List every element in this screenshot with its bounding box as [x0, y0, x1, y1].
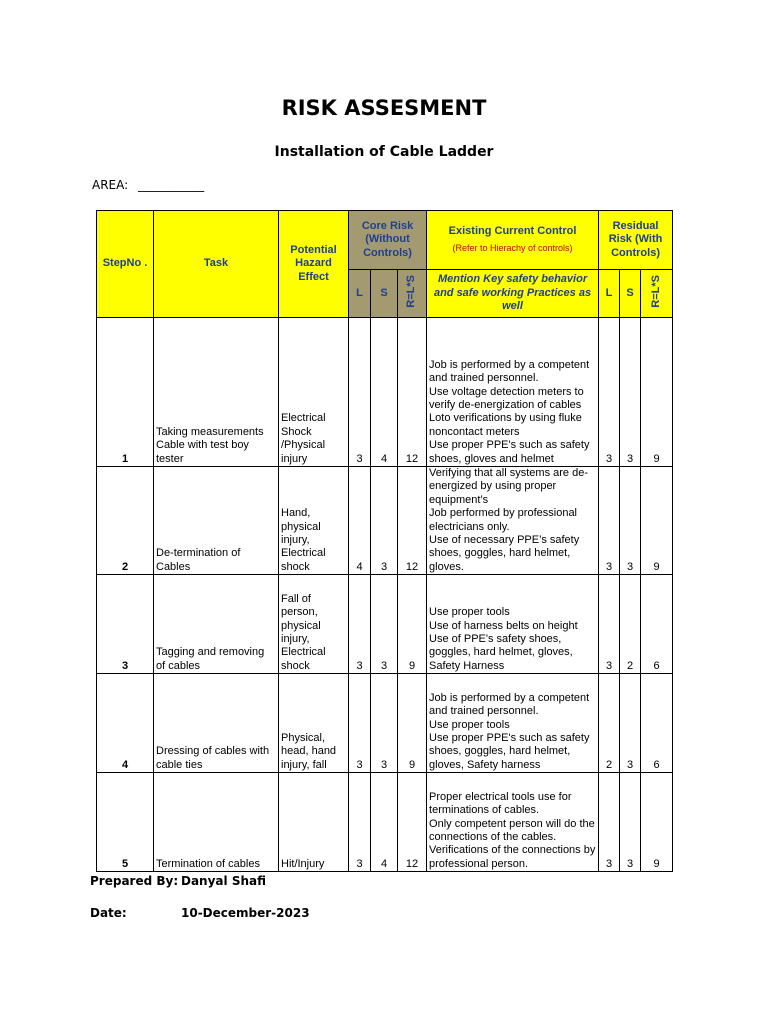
- header-core-l: L: [349, 270, 371, 318]
- core-r-cell: 9: [398, 575, 427, 674]
- header-res-r-label: R=L*S: [649, 274, 662, 308]
- res-l-cell: 2: [599, 674, 620, 773]
- document-title: RISK ASSESMENT: [281, 96, 487, 120]
- header-res-s: S: [620, 270, 641, 318]
- res-l-cell: 3: [599, 467, 620, 575]
- res-s-cell: 3: [620, 467, 641, 575]
- core-r-cell: 9: [398, 674, 427, 773]
- date-label: Date:: [90, 906, 127, 920]
- area-value: ___________: [138, 178, 205, 192]
- control-line: Use proper PPE's such as safety shoes, gloves and helmet: [429, 439, 590, 465]
- header-control-note: Mention Key safety behavior and safe working Practices as well: [427, 270, 599, 318]
- core-l-cell: 4: [349, 467, 371, 575]
- core-s-cell: 3: [371, 575, 398, 674]
- res-r-cell: 9: [641, 318, 673, 467]
- control-line: Proper electrical tools use for terminations of cables.: [429, 790, 572, 817]
- task-cell: Termination of cables: [154, 773, 279, 872]
- header-step: StepNo .: [97, 211, 154, 318]
- control-line: Only competent person will do the connections of the cables.: [429, 817, 595, 844]
- document-subtitle: Installation of Cable Ladder: [274, 144, 494, 160]
- task-cell: Taking measurements Cable with test boy tester: [154, 318, 279, 467]
- date-field: [90, 906, 310, 920]
- control-line: Use of harness belts on height: [429, 619, 578, 632]
- core-s-cell: 3: [371, 674, 398, 773]
- control-line: Use of PPE's safety shoes, goggles, hard helmet, gloves, Safety Harness: [429, 633, 573, 672]
- task-cell: Tagging and removing of cables: [154, 575, 279, 674]
- header-core-risk: Core Risk (Without Controls): [349, 211, 427, 270]
- control-line: Loto verifications by using fluke noncontact meters: [429, 412, 582, 438]
- hazard-cell: Hand, physical injury, Electrical shock: [279, 467, 349, 575]
- header-control: [427, 211, 599, 270]
- prepared-by: [90, 874, 266, 888]
- table-row: [97, 467, 673, 575]
- step-cell: 4: [97, 674, 154, 773]
- header-control-sub: (Refer to Hierachy of controls): [452, 242, 573, 253]
- control-line: Job is performed by a competent and trained personnel.: [429, 358, 590, 385]
- step-cell: 1: [97, 318, 154, 467]
- controls-cell: [427, 467, 599, 575]
- header-core-r-label: R=L*S: [405, 274, 418, 308]
- core-l-cell: 3: [349, 318, 371, 467]
- res-r-cell: 6: [641, 575, 673, 674]
- res-l-cell: 3: [599, 773, 620, 872]
- step-cell: 2: [97, 467, 154, 575]
- control-line: Job is performed by a competent and trained personnel.: [429, 691, 590, 718]
- core-s-cell: 4: [371, 773, 398, 872]
- res-s-cell: 3: [620, 674, 641, 773]
- header-control-title: Existing Current Control: [448, 225, 577, 238]
- res-s-cell: 3: [620, 773, 641, 872]
- core-l-cell: 3: [349, 575, 371, 674]
- res-r-cell: 9: [641, 467, 673, 575]
- area-field: [92, 178, 204, 192]
- hazard-cell: Physical, head, hand injury, fall: [279, 674, 349, 773]
- core-r-cell: 12: [398, 318, 427, 467]
- core-s-cell: 3: [371, 467, 398, 575]
- control-line: Use voltage detection meters to verify de-energization of cables: [429, 385, 584, 411]
- table-row: [97, 674, 673, 773]
- res-r-cell: 9: [641, 773, 673, 872]
- controls-cell: [427, 575, 599, 674]
- header-res-r: [641, 270, 673, 318]
- control-line: Use proper tools: [429, 606, 510, 619]
- table-row: [97, 318, 673, 467]
- step-cell: 5: [97, 773, 154, 872]
- header-task: Task: [154, 211, 279, 318]
- core-l-cell: 3: [349, 674, 371, 773]
- risk-table: [96, 210, 673, 872]
- table-row: [97, 773, 673, 872]
- core-s-cell: 4: [371, 318, 398, 467]
- res-s-cell: 2: [620, 575, 641, 674]
- header-hazard: Potential Hazard Effect: [279, 211, 349, 318]
- date-value: 10-December-2023: [181, 906, 310, 920]
- step-cell: 3: [97, 575, 154, 674]
- header-core-s: S: [371, 270, 398, 318]
- control-line: Verifying that all systems are de-energized by using proper equipment’s: [429, 467, 588, 506]
- res-l-cell: 3: [599, 575, 620, 674]
- controls-cell: [427, 318, 599, 467]
- area-label: AREA:: [92, 178, 129, 192]
- prepared-label: Prepared By:: [90, 874, 179, 888]
- core-r-cell: 12: [398, 467, 427, 575]
- hazard-cell: Fall of person, physical injury, Electrical shock: [279, 575, 349, 674]
- control-line: Use proper PPE's such as safety shoes, goggles, hard helmet, gloves, Safety harness: [429, 732, 590, 771]
- res-l-cell: 3: [599, 318, 620, 467]
- prepared-value: Danyal Shafi: [181, 874, 266, 888]
- core-l-cell: 3: [349, 773, 371, 872]
- controls-cell: [427, 773, 599, 872]
- task-cell: De-termination of Cables: [154, 467, 279, 575]
- header-core-r: [398, 270, 427, 318]
- task-cell: Dressing of cables with cable ties: [154, 674, 279, 773]
- controls-cell: [427, 674, 599, 773]
- header-residual-risk: Residual Risk (With Controls): [599, 211, 673, 270]
- core-r-cell: 12: [398, 773, 427, 872]
- control-line: Use of necessary PPE’s safety shoes, goggles, hard helmet, gloves.: [429, 534, 580, 573]
- control-line: Verifications of the connections by professional person.: [429, 844, 596, 870]
- hazard-cell: Hit/Injury: [279, 773, 349, 872]
- control-line: Use proper tools: [429, 718, 510, 731]
- hazard-cell: Electrical Shock /Physical injury: [279, 318, 349, 467]
- control-line: Job performed by professional electricians only.: [429, 507, 577, 533]
- res-s-cell: 3: [620, 318, 641, 467]
- header-res-l: L: [599, 270, 620, 318]
- res-r-cell: 6: [641, 674, 673, 773]
- table-row: [97, 575, 673, 674]
